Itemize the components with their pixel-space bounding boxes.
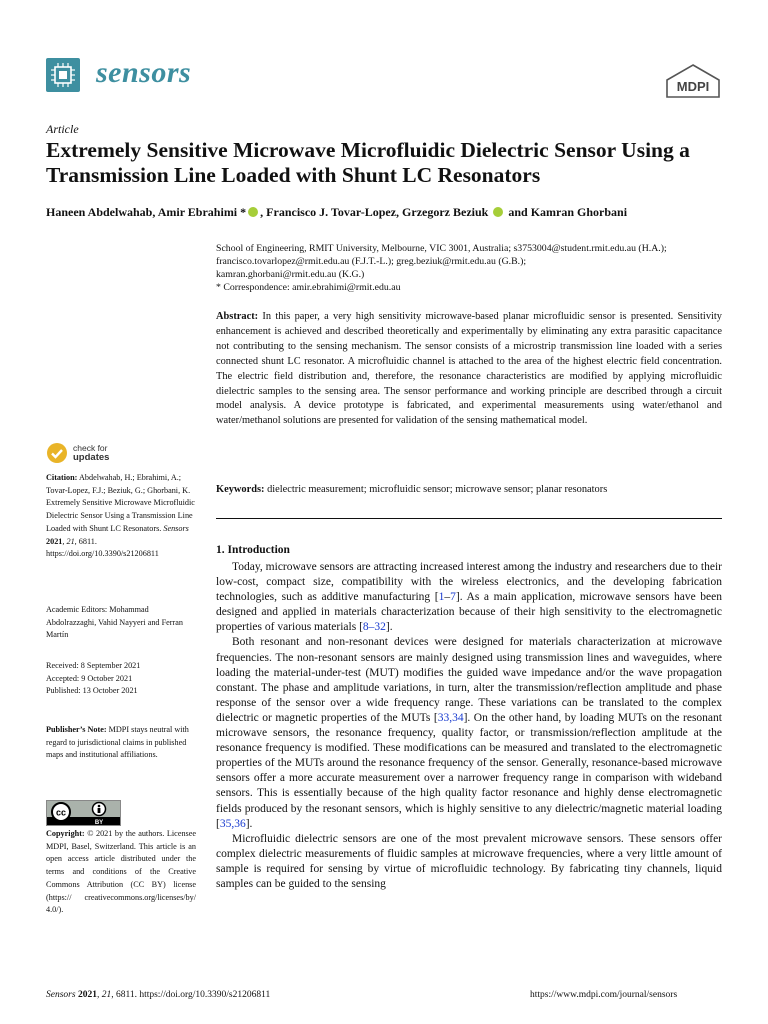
section-heading: 1. Introduction bbox=[216, 544, 290, 556]
orcid-icon[interactable] bbox=[493, 207, 503, 217]
orcid-icon[interactable] bbox=[248, 207, 258, 217]
copyright-block: Copyright: © 2021 by the authors. Licensee MDPI, Basel, Switzerland. This article is an open access article distributed under the terms and conditions of the Creative Commons Attribution (CC BY) license (https:// creativecommons.org/licenses/by/ 4.0/). bbox=[46, 829, 196, 915]
citation-link[interactable]: 35,36 bbox=[219, 817, 246, 830]
check-updates-icon bbox=[46, 442, 68, 464]
publisher-logo bbox=[664, 64, 722, 103]
footer-journal-url[interactable]: https://www.mdpi.com/journal/sensors bbox=[530, 990, 678, 1000]
affiliation-line: kamran.ghorbani@rmit.edu.au (K.G.) bbox=[216, 269, 365, 280]
paragraph: Microfluidic dielectric sensors are one of the most prevalent microwave sensors. These sensors offer complex dielectric measurements of fluidic samples at microwave frequencies, where a very little amount of sample is required for sensing by virtue of microfluidic technology. By fabricating tiny channels, liquid samples can be guided to the sensing bbox=[216, 832, 722, 890]
academic-editors: Academic Editors: Mohammad Abdolrazzaghi, Vahid Nayyeri and Ferran Martín bbox=[46, 605, 183, 640]
check-for-label: check for bbox=[73, 443, 108, 453]
abstract-text: In this paper, a very high sensitivity microwave-based planar microfluidic sensor is presented. Sensitivity enhancement is achieved and described theoretically and experimentally by eliminating any extra parasitic capacitance not contributing to the sensing mechanism. The sensor consists of a microstrip transmission line loaded with a series connected shunt LC resonator. A microfluidic channel is attached to the area of the highest electric field concentration. The electric field distribution and, therefore, the resonance characteristics are modified by applying microfluidic dielectric samples to the sensing area. The sensor performance and working principle are described through a circuit model analysis. A device prototype is fabricated, and experimental measurements using water/ethanol and water/methanol solutions are presented for validation of the sensing mathematical model. bbox=[216, 311, 722, 427]
received-date: Received: 8 September 2021 bbox=[46, 661, 141, 670]
updates-label: updates bbox=[73, 452, 110, 463]
keywords-text: dielectric measurement; microfluidic sensor; microwave sensor; planar resonators bbox=[264, 484, 608, 495]
author-segment: and Kamran Ghorbani bbox=[505, 205, 628, 219]
paragraph: Both resonant and non-resonant devices were designed for materials characterization at microwave frequencies. The non-resonant sensors are mainly designed using transmission lines and waveguides, where loading the material-under-test (MUT) modifies the guided wave impedance and/or the wave propagation constant. The phase and amplitude variations, in turn, alter the transmission/reflection amplitude and phase response of the sensor over a wide frequency range. These variations can be translated to the complex dielectric or magnetic properties of the MUTs [33,34]. On the other hand, by loading MUTs on the resonant microwave sensors, the resonance frequency, quality factor, or transmission/reflection amplitude at the resonance frequency is modified. These modifications can be measured and translated to the electromagnetic properties of the MUTs around the resonance frequency of the sensor. Generally, resonance-based microwave sensors offer a more accurate measurement over a narrower frequency range in comparison with wideband sensors. This is essentially because of the high quality factor resonance and highly dense electromagnetic fields produced by the resonant sensors, which is highly sensitive to any dielectric/magnetic material loading [35,36]. bbox=[216, 636, 722, 830]
citation-link[interactable]: 8–32 bbox=[362, 621, 386, 634]
keywords bbox=[216, 484, 722, 495]
keywords-label: Keywords: bbox=[216, 484, 265, 495]
abstract-label: Abstract: bbox=[216, 311, 259, 322]
author-list bbox=[46, 205, 627, 220]
author-segment: Haneen Abdelwahab, Amir Ebrahimi * bbox=[46, 205, 247, 219]
svg-text:cc: cc bbox=[55, 807, 67, 818]
citation-link[interactable]: 7 bbox=[450, 591, 456, 604]
paragraph: Today, microwave sensors are attracting increased interest among the industry and researchers due to their low-cost, compact size, compatibility with the wireless electronics, and the developing fabrication technologies, such as additive manufacturing [1–7]. As a main application, microwave sensors have been designed and applied in materials characterization because of their high sensitivity to the electromagnetic properties of various materials [8–32]. bbox=[216, 561, 723, 634]
published-date: Published: 13 October 2021 bbox=[46, 686, 138, 696]
article-type: Article bbox=[46, 122, 79, 136]
divider bbox=[216, 518, 722, 519]
citation-link[interactable]: 33,34 bbox=[437, 711, 464, 724]
affiliation-line: School of Engineering, RMIT University, Melbourne, VIC 3001, Australia; s3753004@student.rmit.edu.au (H.A.); bbox=[216, 243, 667, 254]
publisher-name: MDPI bbox=[676, 79, 710, 94]
author-segment: , Francisco J. Tovar-Lopez, Grzegorz Beziuk bbox=[260, 205, 489, 219]
accepted-date: Accepted: 9 October 2021 bbox=[46, 673, 133, 683]
abstract bbox=[216, 310, 722, 429]
citation-link[interactable]: 1 bbox=[438, 591, 445, 604]
dates-block bbox=[46, 660, 196, 698]
body-text bbox=[216, 560, 722, 892]
cc-by-license-icon[interactable] bbox=[46, 800, 121, 826]
footer-citation: Sensors 2021, 21, 6811. https://doi.org/10.3390/s21206811 bbox=[46, 990, 271, 1000]
publisher-note: Publisher’s Note: MDPI stays neutral with regard to jurisdictional claims in published maps and institutional affiliations. bbox=[46, 725, 189, 760]
check-for-updates-badge[interactable] bbox=[46, 442, 109, 464]
correspondence-line: * Correspondence: amir.ebrahimi@rmit.edu.au bbox=[216, 282, 401, 293]
citation-block: Citation: Abdelwahab, H.; Ebrahimi, A.; Tovar-Lopez, F.J.; Beziuk, G.; Ghorbani, K. Extremely Sensitive Microwave Microfluidic Dielectric Sensor Using a Transmission Line Loaded with Shunt LC Resonators. Sensors 2021, 21, 6811. https://doi.org/10.3390/s21206811 bbox=[46, 473, 195, 559]
affiliation-line: francisco.tovarlopez@rmit.edu.au (F.J.T.-L.); greg.beziuk@rmit.edu.au (G.B.); bbox=[216, 256, 527, 267]
journal-logo-icon bbox=[46, 58, 80, 92]
cc-by-label: BY bbox=[94, 820, 104, 825]
paper-title: Extremely Sensitive Microwave Microfluidic Dielectric Sensor Using a Transmission Line Loaded with Shunt LC Resonators bbox=[46, 138, 690, 187]
journal-name: sensors bbox=[96, 56, 192, 89]
affiliations bbox=[216, 242, 726, 294]
